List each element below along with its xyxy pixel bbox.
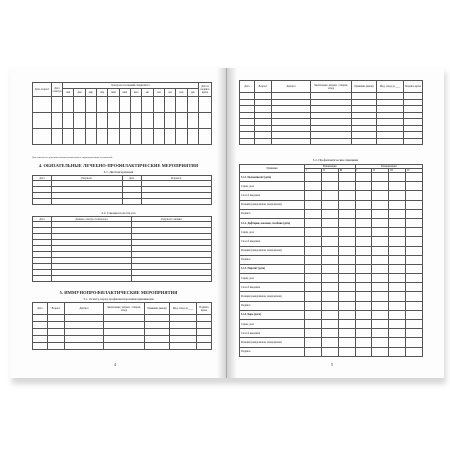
col-exam-date: Дата осмотра	[52, 83, 63, 97]
revaccination-stage: III	[389, 169, 406, 173]
vaccination-cell	[389, 246, 406, 255]
t42-exam: Данные осмотра стоматолога	[52, 217, 132, 222]
vaccination-row	[240, 182, 423, 191]
vaccination-cell	[389, 320, 406, 329]
vaccination-cell	[338, 320, 355, 329]
vaccination-cell	[389, 338, 406, 347]
vaccination-row-label: Подпись	[240, 209, 305, 218]
vaccination-cell	[389, 283, 406, 292]
vaccination-cell	[406, 246, 423, 255]
vaccination-cell	[338, 237, 355, 246]
vaccination-cell	[355, 320, 372, 329]
vaccination-cell	[389, 310, 406, 319]
tt-exemption: Мед. отвод до____	[377, 81, 404, 93]
vaccination-cell	[321, 264, 338, 273]
vaccination-row	[240, 255, 423, 264]
vaccination-cell	[305, 255, 322, 264]
vaccination-row-label: Реакция (немедленная, замедленная)	[240, 200, 305, 209]
revaccination-stage: IV	[406, 169, 423, 173]
vaccination-cell	[338, 283, 355, 292]
vaccination-cell	[321, 173, 338, 182]
vaccination-row-label: Способ введения	[240, 283, 305, 292]
vaccination-cell	[406, 320, 423, 329]
tt-signature: Подпись врача	[404, 81, 423, 93]
vaccination-cell	[406, 329, 423, 338]
vaccination-cell	[355, 310, 372, 319]
vaccination-cell	[338, 182, 355, 191]
vaccination-cell	[321, 191, 338, 200]
vaccination-row	[240, 274, 423, 283]
vaccination-cell	[355, 209, 372, 218]
vaccination-row-label: 5.2.4. Корь (дата)	[240, 310, 305, 319]
vaccination-cell	[406, 274, 423, 283]
vaccination-cell	[355, 200, 372, 209]
tt-vaccine: Прививка (какая)	[352, 81, 377, 93]
vaccination-cell	[372, 338, 389, 347]
vaccination-cell	[305, 246, 322, 255]
vaccination-cell	[372, 173, 389, 182]
vaccination-row	[240, 301, 423, 310]
vaccination-cell	[305, 182, 322, 191]
vaccination-cell	[321, 209, 338, 218]
vaccination-cell	[338, 173, 355, 182]
vaccination-row	[240, 283, 423, 292]
open-booklet	[10, 68, 444, 378]
vaccination-cell	[355, 246, 372, 255]
vaccination-row-label: Серия, доза	[240, 228, 305, 237]
vaccination-cell	[305, 264, 322, 273]
vaccination-row	[240, 209, 423, 218]
vaccination-stage: III	[338, 169, 355, 173]
vaccination-cell	[305, 283, 322, 292]
vaccination-group: Вакцинация	[305, 165, 356, 169]
vaccination-cell	[389, 329, 406, 338]
vaccination-cell	[389, 237, 406, 246]
tt-conclusion: Заключение: разреш. / запрещ. отвод	[311, 81, 352, 93]
vaccination-cell	[406, 237, 423, 246]
left-page	[10, 68, 227, 378]
oral-sanitation-table	[32, 216, 212, 282]
vaccination-cell	[372, 246, 389, 255]
vaccination-cell	[372, 274, 389, 283]
vaccination-cell	[372, 191, 389, 200]
vaccination-cell	[355, 329, 372, 338]
vaccination-cell	[389, 274, 406, 283]
vaccination-row-label: Реакция (немедленная, замедленная)	[240, 246, 305, 255]
vaccination-cell	[305, 173, 322, 182]
vaccination-cell	[321, 292, 338, 301]
vaccination-row	[240, 292, 423, 301]
vaccination-cell	[338, 310, 355, 319]
vaccination-row	[240, 310, 423, 319]
vaccination-cell	[321, 274, 338, 283]
vaccination-cell	[406, 283, 423, 292]
vaccination-row-label: Реакция (немедленная, замедленная)	[240, 338, 305, 347]
vaccinations-table	[239, 164, 423, 357]
vaccination-row-label: 5.2.3. Паротит (дата)	[240, 264, 305, 273]
vaccination-cell	[305, 310, 322, 319]
vaccination-cell	[305, 338, 322, 347]
vaccination-cell	[389, 347, 406, 356]
vaccination-cell	[406, 264, 423, 273]
vaccination-cell	[355, 292, 372, 301]
vaccination-cell	[406, 182, 423, 191]
subsection-4-1: 4.1. Диспансеризация	[103, 170, 134, 174]
vaccination-cell	[389, 191, 406, 200]
vaccination-cell	[338, 301, 355, 310]
vaccination-cell	[338, 264, 355, 273]
vaccination-cell	[389, 200, 406, 209]
vaccination-cell	[355, 228, 372, 237]
t51-signature: Подпись врача	[197, 303, 212, 315]
vaccination-row	[240, 191, 423, 200]
vaccination-cell	[406, 255, 423, 264]
vaccination-cell	[372, 218, 389, 227]
t51-diagnosis: Диагноз	[65, 303, 104, 315]
vaccination-cell	[406, 173, 423, 182]
tt-age: Возраст	[255, 81, 272, 93]
vaccination-cell	[321, 200, 338, 209]
month-header: июл	[130, 89, 141, 97]
month-header: окт	[164, 89, 175, 97]
t51-age: Возраст	[48, 303, 65, 315]
vaccination-cell	[372, 347, 389, 356]
vaccination-cell	[389, 255, 406, 264]
section-4-title: 4. ОБЯЗАТЕЛЬНЫЕ ЛЕЧЕБНО-ПРОФИЛАКТИЧЕСКИЕ МЕРОПРИЯТИЯ	[38, 163, 199, 168]
vaccination-cell	[372, 283, 389, 292]
book-spine	[217, 68, 237, 378]
vaccination-cell	[338, 209, 355, 218]
t41-result-2: Результат	[141, 176, 212, 181]
vaccination-cell	[355, 173, 372, 182]
vaccination-cell	[389, 209, 406, 218]
t41-result: Результат	[52, 176, 123, 181]
month-header: сен	[153, 89, 164, 97]
page-number-right: 5	[331, 362, 333, 367]
vaccination-cell	[355, 237, 372, 246]
vaccination-cell	[372, 264, 389, 273]
month-header: май	[108, 89, 119, 97]
revaccination-stage: I	[355, 169, 372, 173]
vaccination-row	[240, 228, 423, 237]
vaccination-cell	[321, 320, 338, 329]
vaccination-row-label: Серия, доза	[240, 320, 305, 329]
vaccination-cell	[355, 255, 372, 264]
vaccination-cell	[321, 237, 338, 246]
vaccination-cell	[389, 264, 406, 273]
vaccination-cell	[389, 218, 406, 227]
vaccination-row	[240, 173, 423, 182]
vaccination-cell	[305, 237, 322, 246]
month-header: июн	[119, 89, 130, 97]
t51-exemption: Мед. отвод до____	[170, 303, 197, 315]
vaccination-row	[240, 338, 423, 347]
vaccination-cell	[406, 218, 423, 227]
vaccination-cell	[355, 274, 372, 283]
vaccination-cell	[321, 182, 338, 191]
vaccination-cell	[406, 347, 423, 356]
footnote: Для отметки по дополнительным назначениям и характеристикам осложнений	[32, 156, 113, 159]
vaccination-row	[240, 347, 423, 356]
vaccination-cell	[389, 173, 406, 182]
vaccination-cell	[406, 200, 423, 209]
vaccination-cell	[321, 283, 338, 292]
month-header: янв	[63, 89, 74, 97]
vaccination-cell	[372, 301, 389, 310]
month-header: апр	[96, 89, 107, 97]
month-header: мар	[85, 89, 96, 97]
vacc-col-header: Прививки	[240, 165, 305, 173]
month-header: авг	[142, 89, 153, 97]
vaccination-row-label: Способ введения	[240, 237, 305, 246]
vaccination-cell	[321, 301, 338, 310]
vaccination-cell	[355, 264, 372, 273]
vaccination-cell	[321, 310, 338, 319]
vaccination-row-label: Подпись	[240, 347, 305, 356]
vaccination-row	[240, 218, 423, 227]
t51-conclusion: Заключение: разреш. / запрещ. отвод	[104, 303, 145, 315]
vaccination-cell	[406, 338, 423, 347]
vaccination-cell	[321, 347, 338, 356]
vaccination-row-label: Реакция (немедленная, замедленная)	[240, 292, 305, 301]
vaccination-cell	[338, 228, 355, 237]
subsection-4-2: 4.2. Санация полости рта	[101, 211, 136, 215]
vaccination-cell	[355, 347, 372, 356]
specialist-visits-table	[32, 82, 212, 145]
month-header: фев	[74, 89, 85, 97]
page-number-left: 4	[114, 362, 116, 367]
vaccination-cell	[305, 329, 322, 338]
vaccination-cell	[389, 228, 406, 237]
t42-date: Дата	[33, 217, 52, 222]
pre-vaccination-exam-table	[32, 302, 212, 350]
t51-vaccine: Прививка (какая)	[145, 303, 170, 315]
vaccination-stage: II	[321, 169, 338, 173]
t42-result: Результат санации	[132, 217, 212, 222]
vaccination-cell	[355, 218, 372, 227]
vaccination-cell	[338, 338, 355, 347]
vaccination-cell	[372, 200, 389, 209]
exam-table-continued	[239, 80, 423, 145]
vaccination-cell	[372, 329, 389, 338]
col-date-age: Дата, возраст	[33, 83, 52, 97]
vaccination-cell	[305, 228, 322, 237]
vaccination-cell	[338, 255, 355, 264]
t41-date-2: Дата	[122, 176, 141, 181]
t41-date: Дата	[33, 176, 52, 181]
vaccination-row-label: Способ введения	[240, 191, 305, 200]
vaccination-cell	[389, 301, 406, 310]
tt-diagnosis: Диагноз	[272, 81, 311, 93]
visits-group-header: Контроль посещений специалиста	[63, 83, 199, 89]
vaccination-cell	[338, 274, 355, 283]
vaccination-row-label: 5.2.1. Полиомиелит (дата)	[240, 173, 305, 182]
vaccination-cell	[389, 182, 406, 191]
vaccination-row-label: Серия, доза	[240, 274, 305, 283]
vaccination-row-label: Серия, доза	[240, 182, 305, 191]
vaccination-cell	[406, 301, 423, 310]
vaccination-cell	[305, 347, 322, 356]
vaccination-cell	[372, 182, 389, 191]
vaccination-cell	[406, 191, 423, 200]
vaccination-cell	[305, 200, 322, 209]
vaccination-cell	[406, 310, 423, 319]
dispensary-table	[32, 175, 212, 205]
vaccination-cell	[355, 283, 372, 292]
vaccination-cell	[305, 292, 322, 301]
revaccination-stage: II	[372, 169, 389, 173]
vaccination-cell	[305, 209, 322, 218]
vaccination-cell	[338, 292, 355, 301]
vaccination-cell	[338, 200, 355, 209]
month-header: ноя	[176, 89, 187, 97]
t51-date: Дата	[33, 303, 48, 315]
vaccination-cell	[406, 228, 423, 237]
vaccination-cell	[355, 301, 372, 310]
vaccination-cell	[372, 292, 389, 301]
vaccination-cell	[372, 255, 389, 264]
vaccination-row	[240, 329, 423, 338]
vaccination-cell	[355, 182, 372, 191]
vaccination-cell	[321, 255, 338, 264]
vaccination-cell	[338, 218, 355, 227]
vaccination-cell	[355, 191, 372, 200]
vaccination-cell	[372, 228, 389, 237]
subsection-5-2: 5.2. Профилактические прививки	[312, 158, 359, 162]
vaccination-cell	[305, 274, 322, 283]
revaccination-group: Ревакцинация	[355, 165, 422, 169]
vaccination-row-label: Подпись	[240, 255, 305, 264]
vaccination-cell	[389, 292, 406, 301]
vaccination-stage: I	[305, 169, 322, 173]
vaccination-cell	[372, 209, 389, 218]
vaccination-cell	[338, 191, 355, 200]
subsection-5-1: 5.1. Осмотр перед профилактическими прививками	[83, 297, 154, 301]
vaccination-cell	[338, 246, 355, 255]
month-header: дек	[187, 89, 198, 97]
vaccination-cell	[305, 320, 322, 329]
vaccination-cell	[338, 329, 355, 338]
vaccination-cell	[355, 338, 372, 347]
vaccination-cell	[321, 246, 338, 255]
tt-date: Дата	[240, 81, 255, 93]
col-signature: Дата и подпись врача	[199, 83, 212, 97]
vaccination-row-label: 5.2.2. Дифтерия, коклюш, столбняк (дата)	[240, 218, 305, 227]
vaccination-cell	[406, 292, 423, 301]
vaccination-cell	[372, 237, 389, 246]
right-page	[227, 68, 444, 378]
vaccination-cell	[321, 338, 338, 347]
vaccination-cell	[305, 191, 322, 200]
vaccination-cell	[305, 301, 322, 310]
vaccination-cell	[406, 209, 423, 218]
vaccination-row	[240, 200, 423, 209]
vaccination-row	[240, 246, 423, 255]
section-5-title: 5. ИММУНОПРОФИЛАКТИЧЕСКИЕ МЕРОПРИЯТИЯ	[59, 290, 178, 295]
vaccination-cell	[321, 228, 338, 237]
vaccination-cell	[338, 347, 355, 356]
vaccination-cell	[305, 218, 322, 227]
vaccination-row-label: Способ введения	[240, 329, 305, 338]
vaccination-row	[240, 264, 423, 273]
vaccination-cell	[372, 310, 389, 319]
vaccination-row	[240, 320, 423, 329]
vaccination-row-label: Подпись	[240, 301, 305, 310]
vaccination-cell	[321, 218, 338, 227]
vaccination-row	[240, 237, 423, 246]
vaccination-cell	[321, 329, 338, 338]
vaccination-cell	[372, 320, 389, 329]
